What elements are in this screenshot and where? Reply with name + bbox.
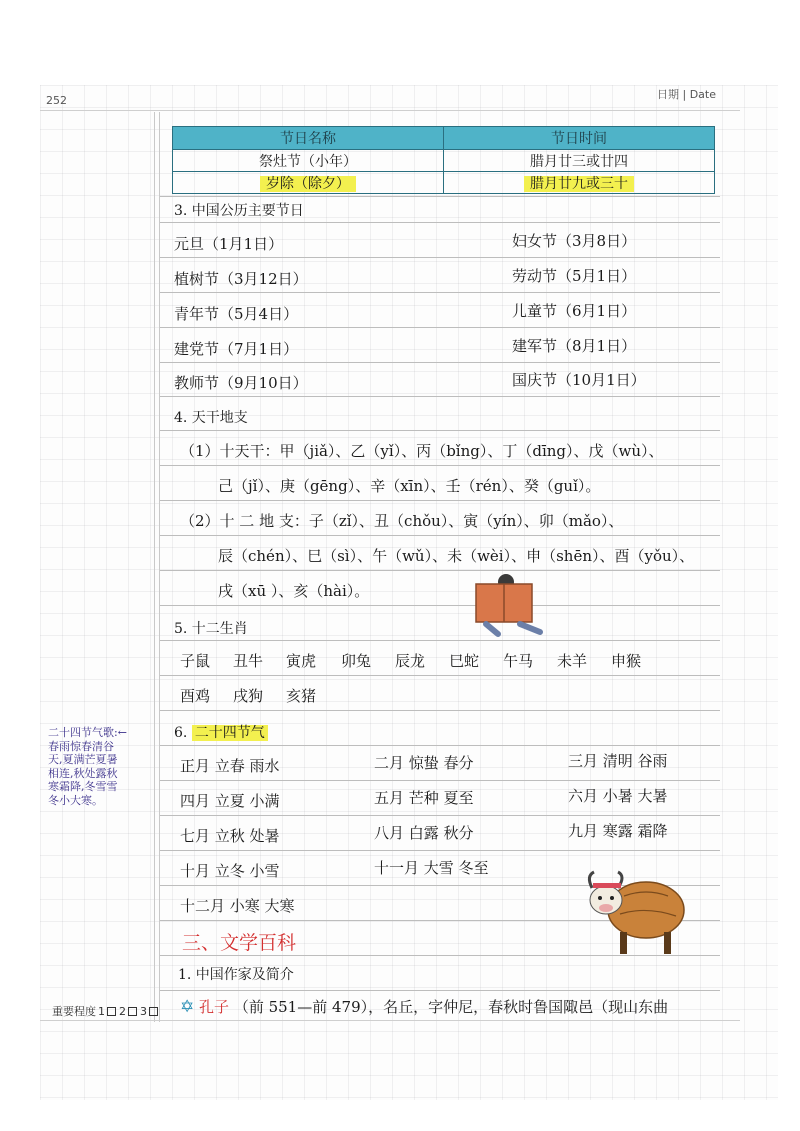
holiday-item: 建党节（7月1日） <box>174 340 299 358</box>
ruled-line <box>160 745 720 746</box>
ganzhi-line: （2）十 二 地 支：子（zǐ）、丑（chǒu）、寅（yín）、卯（mǎo）、 <box>180 512 624 530</box>
page-number: 252 <box>46 94 67 107</box>
ruled-line <box>160 675 720 676</box>
solar-term-group: 十二月 小寒 大寒 <box>180 897 295 915</box>
reading-figure-illustration <box>470 574 550 640</box>
table-row <box>173 150 715 172</box>
zodiac-item: 酉鸡 <box>180 687 211 705</box>
note-line: 二十四节气歌:← <box>48 726 127 739</box>
ruled-line <box>160 710 720 711</box>
solar-term-group: 八月 白露 秋分 <box>374 824 474 842</box>
ruled-line <box>160 196 720 197</box>
highlighted-text: 岁除（除夕） <box>260 176 356 192</box>
author-description: （前 551—前 479），名丘，字仲尼，春秋时鲁国陬邑（现山东曲 <box>233 998 669 1016</box>
checkbox-icon[interactable] <box>149 1007 158 1016</box>
table-header-cell: 节日名称 <box>173 127 444 150</box>
ganzhi-line: （1）十天干：甲（jiǎ）、乙（yǐ）、丙（bǐng）、丁（dīng）、戊（wù）、 <box>180 442 664 460</box>
solar-term-group: 九月 寒露 霜降 <box>568 822 668 840</box>
date-label: 日期 | Date <box>657 88 716 101</box>
ruled-line <box>160 605 720 606</box>
zodiac-item: 巳蛇 <box>449 652 480 670</box>
importance-option: 2 <box>119 1004 126 1018</box>
solar-term-group: 五月 芒种 夏至 <box>374 789 474 807</box>
holiday-item: 妇女节（3月8日） <box>512 232 637 250</box>
holiday-item: 劳动节（5月1日） <box>512 267 637 285</box>
holiday-item: 儿童节（6月1日） <box>512 302 637 320</box>
section-heading-literature: 三、文学百科 <box>182 932 297 954</box>
ruled-line <box>160 850 720 851</box>
solar-term-group: 二月 惊蛰 春分 <box>374 754 474 772</box>
holiday-item: 国庆节（10月1日） <box>512 371 646 389</box>
note-line: 天,夏满芒夏暑 <box>48 753 118 766</box>
ruled-line <box>160 990 720 991</box>
zodiac-item: 未羊 <box>557 652 588 670</box>
solar-term-group: 四月 立夏 小满 <box>180 792 280 810</box>
ruled-line <box>160 327 720 328</box>
note-line: 春雨惊春清谷 <box>48 739 114 753</box>
subsection-heading: 1. 中国作家及简介 <box>178 967 294 983</box>
table-header-cell: 节日时间 <box>444 127 715 150</box>
holiday-item: 建军节（8月1日） <box>512 337 637 355</box>
holiday-item: 植树节（3月12日） <box>174 270 308 288</box>
table-cell: 腊月廿三或廿四 <box>444 150 715 172</box>
zodiac-item: 辰龙 <box>395 652 426 670</box>
margin-line <box>154 112 155 1022</box>
ruled-line <box>160 640 720 641</box>
section-heading: 4. 天干地支 <box>174 410 248 426</box>
importance-label: 重要程度 <box>52 1005 96 1018</box>
star-icon: ✡ <box>180 997 195 1017</box>
ruled-line <box>160 535 720 536</box>
ruled-line <box>160 222 720 223</box>
table-cell <box>173 172 444 194</box>
solar-terms-song-note <box>48 726 152 807</box>
note-line: 寒霜降,冬雪雪 <box>48 780 118 793</box>
importance-option: 1 <box>98 1004 105 1018</box>
table-header-row <box>173 127 715 150</box>
note-line: 冬小大寒。 <box>48 793 103 807</box>
ruled-line <box>160 500 720 501</box>
ruled-line <box>160 815 720 816</box>
checkbox-icon[interactable] <box>128 1007 137 1016</box>
ruled-line <box>160 465 720 466</box>
zodiac-item: 寅虎 <box>286 652 317 670</box>
solar-term-group: 七月 立秋 处暑 <box>180 827 280 845</box>
solar-term-group: 十月 立冬 小雪 <box>180 862 280 880</box>
solar-term-group: 十一月 大雪 冬至 <box>374 859 489 877</box>
section-heading: 5. 十二生肖 <box>174 621 248 637</box>
arrow-left-icon: ← <box>117 726 127 739</box>
festival-table <box>172 126 715 194</box>
ganzhi-line: 己（jǐ）、庚（gēng）、辛（xīn）、壬（rén）、癸（guǐ）。 <box>218 477 601 495</box>
zodiac-item: 丑牛 <box>233 652 264 670</box>
ruled-line <box>160 430 720 431</box>
checkbox-icon[interactable] <box>107 1007 116 1016</box>
table-cell: 祭灶节（小年） <box>173 150 444 172</box>
note-line: 相连,秋处露秋 <box>48 766 118 780</box>
highlighted-text: 腊月廿九或三十 <box>524 176 634 192</box>
bottom-rule <box>40 1020 740 1021</box>
author-name: 孔子 <box>199 998 230 1016</box>
zodiac-item: 子鼠 <box>180 652 211 670</box>
ox-illustration <box>580 866 690 962</box>
ganzhi-line: 戌（xū ）、亥（hài）。 <box>218 582 370 600</box>
solar-term-group: 三月 清明 谷雨 <box>568 752 668 770</box>
ruled-line <box>160 362 720 363</box>
zodiac-item: 申猴 <box>611 652 642 670</box>
ruled-line <box>160 396 720 397</box>
ruled-line <box>160 780 720 781</box>
section-heading: 3. 中国公历主要节日 <box>174 203 304 219</box>
section-heading: 6. 二十四节气 <box>174 722 268 742</box>
header-rule <box>40 110 740 111</box>
solar-term-group: 六月 小暑 大暑 <box>568 787 668 805</box>
table-row <box>173 172 715 194</box>
zodiac-item: 午马 <box>503 652 534 670</box>
ruled-line <box>160 292 720 293</box>
zodiac-item: 戌狗 <box>233 687 264 705</box>
importance-option: 3 <box>140 1004 147 1018</box>
table-cell <box>444 172 715 194</box>
holiday-item: 元旦（1月1日） <box>174 235 284 253</box>
holiday-item: 青年节（5月4日） <box>174 305 299 323</box>
highlighted-heading: 二十四节气 <box>192 725 268 741</box>
importance-rating <box>52 1003 159 1019</box>
ganzhi-line: 辰（chén）、巳（sì）、午（wǔ）、未（wèi）、申（shēn）、酉（yǒu）、 <box>218 547 695 565</box>
ruled-line <box>160 257 720 258</box>
solar-term-group: 正月 立春 雨水 <box>180 757 280 775</box>
ruled-line <box>160 570 720 571</box>
author-entry <box>180 996 668 1017</box>
zodiac-item: 卯兔 <box>341 652 372 670</box>
holiday-item: 教师节（9月10日） <box>174 374 308 392</box>
zodiac-item: 亥猪 <box>286 687 317 705</box>
